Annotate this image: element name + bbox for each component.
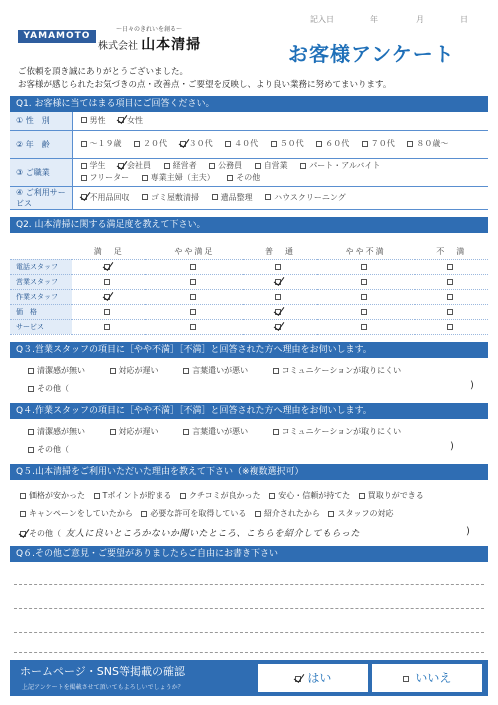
checkbox[interactable] xyxy=(269,493,275,499)
checkbox[interactable] xyxy=(134,141,140,147)
checkbox[interactable] xyxy=(104,324,110,330)
option-part-time[interactable]: パート・アルバイト xyxy=(300,160,380,172)
q2-row-work xyxy=(10,289,488,304)
checkbox[interactable] xyxy=(275,264,281,270)
q2-col-somewhat-satisfied: やや満足 xyxy=(174,247,215,257)
date-year: 年 xyxy=(370,15,378,24)
checkbox[interactable] xyxy=(361,279,367,285)
option-freeter[interactable]: フリーター xyxy=(81,172,130,184)
checkbox[interactable] xyxy=(28,429,34,435)
checkbox-checked[interactable] xyxy=(118,163,124,169)
checkbox[interactable] xyxy=(447,324,453,330)
checkbox[interactable] xyxy=(141,511,147,517)
checkbox[interactable] xyxy=(447,264,453,270)
q5-close-paren: ) xyxy=(466,526,470,537)
checkbox[interactable] xyxy=(104,309,110,315)
q2-col-satisfied: 満 足 xyxy=(93,247,124,257)
q2-row-label: 電話スタッフ xyxy=(10,259,72,274)
checkbox[interactable] xyxy=(104,279,110,285)
checkbox[interactable] xyxy=(407,141,413,147)
q3-option-slow[interactable]: 対応が遅い xyxy=(110,362,159,380)
q1-label-gender: ① 性 別 xyxy=(10,112,72,130)
option-estate-cleanup[interactable]: 遺品整理 xyxy=(212,192,253,204)
company-name xyxy=(98,34,201,54)
checkbox[interactable] xyxy=(275,294,281,300)
option-female[interactable]: 女性 xyxy=(118,115,143,127)
checkbox[interactable] xyxy=(28,386,34,392)
q2-row-service xyxy=(10,319,488,334)
checkbox[interactable] xyxy=(190,264,196,270)
checkbox-checked[interactable] xyxy=(118,117,124,123)
q4-close-paren: ) xyxy=(450,441,454,452)
q5-option-other[interactable]: その他（ xyxy=(20,528,61,539)
q4-options xyxy=(28,423,411,459)
q2-row-label: 営業スタッフ xyxy=(10,274,72,289)
q4-option-unclean[interactable]: 清潔感が無い xyxy=(28,423,85,441)
consent-yes-label: はい xyxy=(307,671,332,685)
checkbox[interactable] xyxy=(265,194,271,200)
option-age-70s[interactable]: ７０代 xyxy=(362,138,395,150)
q2-row-label: サービス xyxy=(10,319,72,334)
checkbox[interactable] xyxy=(94,493,100,499)
checkbox[interactable] xyxy=(190,294,196,300)
q6-heading: Q６.その他ご意見・ご要望がありましたらご自由にお書き下さい xyxy=(10,546,488,562)
option-junk-removal[interactable]: 不用品回収 xyxy=(81,192,130,204)
date-month: 月 xyxy=(416,15,424,24)
q3-option-communication[interactable]: コミュニケーションが取りにくい xyxy=(273,362,402,380)
option-house-cleaning[interactable]: ハウスクリーニング xyxy=(265,192,346,204)
checkbox[interactable] xyxy=(362,141,368,147)
option-male[interactable]: 男性 xyxy=(81,115,106,127)
checkbox-checked[interactable] xyxy=(180,141,186,147)
date-label: 記入日 xyxy=(310,15,334,24)
option-trash-house[interactable]: ゴミ屋敷清掃 xyxy=(142,192,199,204)
checkbox[interactable] xyxy=(180,493,186,499)
checkbox[interactable] xyxy=(190,279,196,285)
q4-heading: Q４.作業スタッフの項目に［やや不満］［不満］と回答された方へ理由をお伺いします。 xyxy=(10,403,488,419)
q5-option-referral[interactable]: 紹介されたから xyxy=(255,508,320,519)
q2-row-label: 作業スタッフ xyxy=(10,289,72,304)
checkbox[interactable] xyxy=(20,493,26,499)
checkbox[interactable] xyxy=(447,294,453,300)
company-prefix: 株式会社 xyxy=(98,41,138,52)
q5-row-1 xyxy=(20,490,424,501)
q5-row-other xyxy=(20,526,360,539)
q4-option-slow[interactable]: 対応が遅い xyxy=(110,423,159,441)
q2-row-price xyxy=(10,304,488,319)
q3-close-paren: ) xyxy=(470,380,474,391)
q3-option-unclean[interactable]: 清潔感が無い xyxy=(28,362,85,380)
date-row xyxy=(310,14,468,25)
q1-options-age xyxy=(72,130,488,158)
q4-option-communication[interactable]: コミュニケーションが取りにくい xyxy=(273,423,402,441)
checkbox[interactable] xyxy=(361,294,367,300)
checkbox[interactable] xyxy=(20,511,26,517)
checkbox[interactable] xyxy=(81,117,87,123)
q3-options xyxy=(28,362,411,398)
option-executive[interactable]: 経営者 xyxy=(164,160,197,172)
comment-line xyxy=(14,608,484,609)
checkbox[interactable] xyxy=(361,264,367,270)
checkbox[interactable] xyxy=(110,368,116,374)
option-age-40s[interactable]: ４０代 xyxy=(225,138,258,150)
checkbox[interactable] xyxy=(142,194,148,200)
checkbox[interactable] xyxy=(447,309,453,315)
checkbox[interactable] xyxy=(403,676,409,682)
q2-row-sales xyxy=(10,274,488,289)
q5-option-staff[interactable]: スタッフの対応 xyxy=(328,508,393,519)
consent-subtitle: 上記アンケートを掲載させて頂いてもよろしいでしょうか？ xyxy=(22,684,184,691)
checkbox[interactable] xyxy=(212,194,218,200)
checkbox[interactable] xyxy=(190,309,196,315)
checkbox-checked[interactable] xyxy=(295,676,301,682)
option-age-80[interactable]: ８０歳〜 xyxy=(407,138,448,150)
comment-line xyxy=(14,632,484,633)
consent-yes-option[interactable] xyxy=(258,664,368,692)
q2-row-phone xyxy=(10,259,488,274)
checkbox-checked[interactable] xyxy=(275,279,281,285)
option-self-employed[interactable]: 自営業 xyxy=(255,160,288,172)
checkbox[interactable] xyxy=(271,141,277,147)
q2-corner xyxy=(10,245,72,259)
option-age-19[interactable]: 〜１９歳 xyxy=(81,138,122,150)
checkbox[interactable] xyxy=(164,163,170,169)
checkbox-checked[interactable] xyxy=(20,531,26,537)
option-civil-servant[interactable]: 公務員 xyxy=(209,160,242,172)
q5-option-price[interactable]: 価格が安かった xyxy=(20,490,85,501)
company-name-text: 山本清掃 xyxy=(141,37,202,53)
option-age-60s[interactable]: ６０代 xyxy=(316,138,349,150)
q2-col-dissatisfied: 不 満 xyxy=(436,247,467,257)
checkbox[interactable] xyxy=(81,163,87,169)
date-day: 日 xyxy=(460,15,468,24)
checkbox[interactable] xyxy=(361,309,367,315)
publication-consent xyxy=(10,660,488,696)
checkbox[interactable] xyxy=(81,175,87,181)
tagline: 〜日々のきれいを創る〜 xyxy=(116,26,183,33)
q1-label-age: ② 年 齢 xyxy=(10,130,72,158)
q4-option-other[interactable]: その他（ xyxy=(28,441,69,459)
intro-line-1: ご依頼を頂き誠にありがとうございました。 xyxy=(18,67,189,77)
checkbox[interactable] xyxy=(273,368,279,374)
q1-table xyxy=(10,112,488,210)
q2-row-label: 価 格 xyxy=(10,304,72,319)
checkbox[interactable] xyxy=(81,141,87,147)
checkbox[interactable] xyxy=(190,324,196,330)
intro-text xyxy=(18,66,391,92)
consent-title: ホームページ・SNS等掲載の確認 xyxy=(20,665,185,678)
option-student[interactable]: 学生 xyxy=(81,160,106,172)
consent-no-option[interactable] xyxy=(372,664,482,692)
q1-heading: Q1. お客様に当てはまる項目にご回答ください。 xyxy=(10,96,488,112)
option-homemaker[interactable]: 専業主婦（主夫） xyxy=(142,172,215,184)
q2-col-somewhat-dissatisfied: やや不満 xyxy=(345,247,386,257)
checkbox[interactable] xyxy=(255,163,261,169)
q5-option-permit[interactable]: 必要な許可を取得している xyxy=(141,508,246,519)
q1-options-service xyxy=(72,186,488,209)
checkbox[interactable] xyxy=(227,175,233,181)
q5-option-tpoint[interactable]: Tポイントが貯まる xyxy=(94,490,172,501)
checkbox[interactable] xyxy=(255,511,261,517)
checkbox[interactable] xyxy=(359,493,365,499)
checkbox[interactable] xyxy=(328,511,334,517)
q2-col-neutral: 普 通 xyxy=(264,247,295,257)
checkbox[interactable] xyxy=(361,324,367,330)
page-title: お客様アンケート xyxy=(288,42,455,66)
checkbox[interactable] xyxy=(225,141,231,147)
option-employee[interactable]: 会社員 xyxy=(118,160,151,172)
checkbox-checked[interactable] xyxy=(275,324,281,330)
q5-option-reviews[interactable]: クチコミが良かった xyxy=(180,490,261,501)
q5-other-handwritten: 友人に良いところかないか聞いたところ、こちらを紹介してもらった xyxy=(65,529,361,539)
checkbox[interactable] xyxy=(142,175,148,181)
checkbox-checked[interactable] xyxy=(104,294,110,300)
q3-option-other[interactable]: その他（ xyxy=(28,380,69,398)
checkbox-checked[interactable] xyxy=(104,264,110,270)
q1-options-gender xyxy=(72,112,488,130)
checkbox[interactable] xyxy=(28,447,34,453)
q5-heading: Q５.山本清掃をご利用いただいた理由を教えて下さい（※複数選択可） xyxy=(10,464,488,480)
option-other-job[interactable]: その他 xyxy=(227,172,260,184)
q5-row-2 xyxy=(20,508,393,519)
checkbox-checked[interactable] xyxy=(275,309,281,315)
checkbox[interactable] xyxy=(110,429,116,435)
q1-options-job xyxy=(72,158,488,186)
checkbox[interactable] xyxy=(316,141,322,147)
q2-satisfaction-grid xyxy=(10,245,488,335)
comment-line xyxy=(14,652,484,653)
checkbox-checked[interactable] xyxy=(81,194,87,200)
consent-no-label: いいえ xyxy=(415,671,452,685)
option-age-20s[interactable]: ２０代 xyxy=(134,138,167,150)
checkbox[interactable] xyxy=(183,429,189,435)
q5-option-buyback[interactable]: 買取りができる xyxy=(359,490,424,501)
q5-option-trust[interactable]: 安心・信頼が持てた xyxy=(269,490,350,501)
checkbox[interactable] xyxy=(28,368,34,374)
option-age-30s[interactable]: ３０代 xyxy=(180,138,213,150)
company-logo: YAMAMOTO xyxy=(18,30,96,43)
q5-option-campaign[interactable]: キャンペーンをしていたから xyxy=(20,508,133,519)
comment-line xyxy=(14,584,484,585)
checkbox[interactable] xyxy=(183,368,189,374)
checkbox[interactable] xyxy=(300,163,306,169)
q1-label-job: ③ ご職業 xyxy=(10,158,72,186)
q2-heading: Q2. 山本清掃に関する満足度を教えて下さい。 xyxy=(10,217,488,233)
q3-option-rude[interactable]: 言葉遣いが悪い xyxy=(183,362,248,380)
q4-option-rude[interactable]: 言葉遣いが悪い xyxy=(183,423,248,441)
q3-heading: Q３.営業スタッフの項目に［やや不満］［不満］と回答された方へ理由をお伺いします。 xyxy=(10,342,488,358)
option-age-50s[interactable]: ５０代 xyxy=(271,138,304,150)
intro-line-2: お客様が感じられたお気づきの点・改善点・ご要望を反映し、より良い業務に努めてまいります。 xyxy=(18,80,392,90)
checkbox[interactable] xyxy=(447,279,453,285)
checkbox[interactable] xyxy=(273,429,279,435)
checkbox[interactable] xyxy=(209,163,215,169)
q1-label-service: ④ ご利用サービス xyxy=(10,186,72,209)
